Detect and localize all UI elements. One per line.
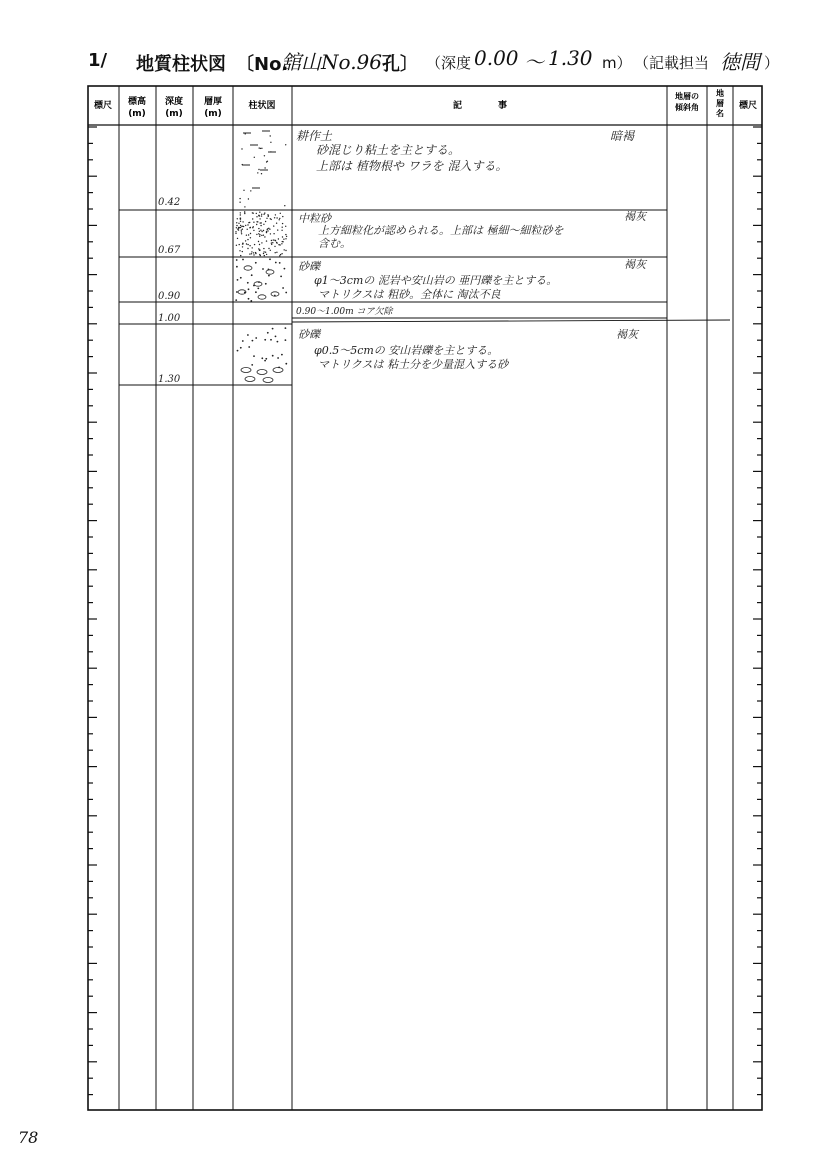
sand-dot bbox=[279, 255, 280, 256]
depth-value-4: 1.30 bbox=[158, 374, 181, 385]
core-loss-note bbox=[296, 306, 394, 317]
soil-dot bbox=[243, 190, 244, 191]
layer-5-name: 砂礫 bbox=[298, 328, 320, 341]
sand-dot bbox=[281, 230, 282, 231]
sand-dot bbox=[273, 239, 274, 240]
soil-dot bbox=[254, 157, 255, 158]
sand-dot bbox=[260, 255, 261, 256]
sand-dot bbox=[249, 245, 250, 246]
sand-dot bbox=[247, 224, 248, 225]
sand-dot bbox=[279, 218, 280, 219]
sand-dot bbox=[240, 221, 241, 222]
gravel-pebble bbox=[254, 282, 262, 286]
sand-dot bbox=[249, 253, 250, 254]
gravel-pebble bbox=[244, 266, 252, 270]
gravel-dot bbox=[265, 358, 267, 360]
soil-dot bbox=[270, 151, 271, 152]
sand-dot bbox=[246, 235, 247, 236]
gravel-dot bbox=[235, 299, 237, 301]
sheet-border bbox=[88, 86, 762, 1110]
soil-dot bbox=[257, 172, 258, 173]
gravel-dot bbox=[285, 339, 287, 341]
sand-dot bbox=[250, 233, 251, 234]
header-depth: 深度 bbox=[164, 97, 184, 107]
gravel-pebble bbox=[266, 270, 274, 274]
gravel-dot bbox=[248, 288, 250, 290]
sand-dot bbox=[270, 233, 271, 234]
header-elevation-unit: (m) bbox=[128, 109, 146, 119]
sand-dot bbox=[261, 231, 262, 232]
sand-dot bbox=[242, 221, 243, 222]
sand-dot bbox=[241, 231, 242, 232]
sand-dot bbox=[251, 251, 252, 252]
sand-dot bbox=[282, 223, 283, 224]
sand-dot bbox=[275, 252, 276, 253]
header-elevation: 標高 bbox=[127, 97, 147, 107]
sand-dot bbox=[276, 223, 277, 224]
gravel-dot bbox=[255, 291, 257, 293]
sand-dot bbox=[248, 234, 249, 235]
sand-dot bbox=[276, 252, 277, 253]
sand-dot bbox=[261, 215, 262, 216]
sand-dot bbox=[263, 230, 264, 231]
sand-dot bbox=[258, 233, 259, 234]
sand-dot bbox=[252, 218, 253, 219]
layer-5-description bbox=[298, 328, 640, 371]
gravel-dot bbox=[281, 354, 283, 356]
depth-value-0: 0.42 bbox=[158, 197, 181, 208]
sand-dot bbox=[240, 227, 241, 228]
sand-dot bbox=[266, 232, 267, 233]
header-dip: 地層の傾斜角 bbox=[675, 92, 699, 112]
core-loss-text: 0.90～1.00m コア欠除 bbox=[296, 307, 393, 317]
sand-dot bbox=[271, 240, 272, 241]
sand-dot bbox=[259, 231, 260, 232]
header-depth-unit: (m) bbox=[165, 109, 183, 119]
sand-dot bbox=[242, 243, 243, 244]
soil-dot bbox=[267, 161, 268, 162]
sand-dot bbox=[280, 213, 281, 214]
layer-2-color: 褐灰 bbox=[624, 210, 646, 223]
sand-dot bbox=[245, 240, 246, 241]
gravel-dot bbox=[253, 355, 255, 357]
sand-dot bbox=[258, 228, 259, 229]
layer-2-description bbox=[298, 210, 648, 250]
recorder-name: 徳間 bbox=[720, 50, 760, 74]
soil-dot bbox=[261, 148, 262, 149]
gravel-dot bbox=[284, 268, 286, 270]
sand-dot bbox=[240, 225, 241, 226]
sand-dot bbox=[238, 223, 239, 224]
layer-1-color: 暗褐 bbox=[610, 129, 635, 143]
soil-dot bbox=[239, 202, 240, 203]
gravel-dot bbox=[285, 292, 287, 294]
header-scale-right: 標尺 bbox=[738, 101, 758, 111]
sand-dot bbox=[239, 250, 240, 251]
sand-dot bbox=[247, 239, 248, 240]
sand-dot bbox=[285, 226, 286, 227]
layer-2-line-1: 上方細粒化が認められる。上部は 極細～細粒砂を bbox=[318, 224, 564, 237]
soil-dot bbox=[260, 148, 261, 149]
gravel-dot bbox=[285, 363, 287, 365]
gravel-dot bbox=[247, 282, 249, 284]
gravel-dot bbox=[251, 364, 253, 366]
gravel-dot bbox=[285, 327, 287, 329]
scale-ticks-right bbox=[753, 127, 762, 1095]
gravel-pebble bbox=[258, 295, 266, 299]
gravel-dot bbox=[248, 346, 250, 348]
soil-dot bbox=[245, 133, 246, 134]
gravel-dot bbox=[282, 287, 284, 289]
layer-1-line-2: 上部は 植物根や ワラを 混入する。 bbox=[316, 159, 508, 173]
sand-dot bbox=[245, 225, 246, 226]
sand-dot bbox=[266, 218, 267, 219]
sand-dot bbox=[270, 250, 271, 251]
sand-dot bbox=[271, 242, 272, 243]
sand-dot bbox=[237, 218, 238, 219]
sand-dot bbox=[257, 221, 258, 222]
sand-dot bbox=[265, 252, 266, 253]
sand-dot bbox=[266, 231, 267, 232]
sand-dot bbox=[244, 211, 245, 212]
gravel-dot bbox=[268, 275, 270, 277]
soil-dot bbox=[239, 198, 240, 199]
sand-dot bbox=[263, 251, 264, 252]
depth-prefix: （深度 bbox=[426, 54, 472, 72]
layer-2-line-2: 含む。 bbox=[318, 237, 351, 250]
sand-dot bbox=[265, 221, 266, 222]
sand-dot bbox=[278, 238, 279, 239]
gravel-dot bbox=[250, 300, 252, 302]
gravel-dot bbox=[275, 336, 277, 338]
gravel-dot bbox=[236, 266, 238, 268]
sand-dot bbox=[256, 213, 257, 214]
soil-dot bbox=[264, 167, 265, 168]
sand-dot bbox=[259, 249, 260, 250]
sand-dot bbox=[253, 252, 254, 253]
sand-dot bbox=[259, 212, 260, 213]
header-description: 記 事 bbox=[452, 101, 508, 111]
sand-dot bbox=[274, 217, 275, 218]
gravel-pebble bbox=[257, 370, 267, 375]
soil-dot bbox=[285, 144, 286, 145]
sand-dot bbox=[243, 226, 244, 227]
sand-dot bbox=[247, 248, 248, 249]
sand-dot bbox=[285, 234, 286, 235]
layer-5-color: 褐灰 bbox=[616, 328, 638, 341]
gravel-dot bbox=[267, 332, 269, 334]
soil-dot bbox=[248, 198, 249, 199]
soil-dot bbox=[270, 135, 271, 136]
gravel-dot bbox=[240, 347, 242, 349]
sand-dot bbox=[244, 213, 245, 214]
soil-dot bbox=[242, 164, 243, 165]
sand-dot bbox=[266, 240, 267, 241]
sand-dot bbox=[268, 228, 269, 229]
sand-dot bbox=[251, 253, 252, 254]
sand-dot bbox=[248, 222, 249, 223]
gravel-pebble bbox=[245, 377, 255, 382]
sand-dot bbox=[263, 235, 264, 236]
sand-dot bbox=[263, 214, 264, 215]
soil-dot bbox=[270, 142, 271, 143]
sand-dot bbox=[235, 233, 236, 234]
sand-dot bbox=[250, 227, 251, 228]
sand-dot bbox=[250, 237, 251, 238]
sand-dot bbox=[273, 225, 274, 226]
soil-dot bbox=[259, 147, 260, 148]
gravel-dot bbox=[242, 340, 244, 342]
gravel-pebble bbox=[273, 368, 283, 373]
gravel-dot bbox=[242, 259, 244, 261]
sand-dot bbox=[260, 222, 261, 223]
sand-dot bbox=[261, 214, 262, 215]
sand-dot bbox=[286, 236, 287, 237]
gravel-dot bbox=[248, 298, 250, 300]
gravel-dot bbox=[270, 339, 272, 341]
sand-dot bbox=[260, 225, 261, 226]
gravel-dot bbox=[279, 262, 281, 264]
sand-dot bbox=[253, 254, 254, 255]
layer-1-description bbox=[296, 129, 636, 173]
sand-dot bbox=[282, 216, 283, 217]
site-name: 舘山No.96 bbox=[281, 50, 382, 74]
sand-dot bbox=[276, 217, 277, 218]
gravel-dot bbox=[265, 283, 267, 285]
sand-dot bbox=[241, 230, 242, 231]
sand-dot bbox=[260, 230, 261, 231]
scale-ticks-left bbox=[88, 127, 97, 1095]
header-formation: 地層名 bbox=[716, 89, 724, 118]
title-main: 地質柱状図 bbox=[136, 54, 226, 75]
header-column: 柱状図 bbox=[248, 101, 276, 111]
header-scale-left: 標尺 bbox=[93, 101, 113, 111]
sand-dot bbox=[247, 229, 248, 230]
gravel-dot bbox=[252, 340, 254, 342]
sand-dot bbox=[282, 227, 283, 228]
sand-dot bbox=[264, 212, 265, 213]
sand-dot bbox=[281, 243, 282, 244]
sand-dot bbox=[279, 244, 280, 245]
gravel-dot bbox=[237, 279, 239, 281]
sand-dot bbox=[254, 244, 255, 245]
gravel-dot bbox=[272, 328, 274, 330]
sand-dot bbox=[246, 243, 247, 244]
sand-dot bbox=[264, 236, 265, 237]
sand-dot bbox=[253, 213, 254, 214]
sand-dot bbox=[255, 252, 256, 253]
sand-dot bbox=[263, 248, 264, 249]
sand-dot bbox=[261, 235, 262, 236]
sand-dot bbox=[281, 253, 282, 254]
depth-unit: m） bbox=[602, 54, 632, 72]
gravel-dot bbox=[264, 360, 266, 362]
title-bracket-open: 〔No. bbox=[236, 54, 289, 75]
sand-dot bbox=[236, 222, 237, 223]
sand-dot bbox=[269, 229, 270, 230]
sand-dot bbox=[237, 238, 238, 239]
header-thickness-unit: (m) bbox=[204, 109, 222, 119]
soil-dot bbox=[258, 169, 259, 170]
sand-dot bbox=[274, 240, 275, 241]
sand-dot bbox=[256, 216, 257, 217]
soil-dot bbox=[264, 155, 265, 156]
title-kou: 孔〕 bbox=[382, 54, 418, 75]
layer-3-line-2: マトリクスは 粗砂。全体に 淘汰不良 bbox=[318, 288, 501, 301]
sand-dot bbox=[259, 218, 260, 219]
gravel-dot bbox=[236, 259, 238, 261]
sand-dot bbox=[263, 224, 264, 225]
depth-tilde: ～ bbox=[524, 50, 544, 74]
sand-dot bbox=[247, 244, 248, 245]
sand-dot bbox=[280, 254, 281, 255]
sand-dot bbox=[236, 245, 237, 246]
sand-dot bbox=[258, 241, 259, 242]
sand-dot bbox=[241, 233, 242, 234]
sand-dot bbox=[256, 224, 257, 225]
layer-1-line-1: 砂混じり粘土を主とする。 bbox=[316, 143, 461, 157]
sand-dot bbox=[273, 233, 274, 234]
soil-dot bbox=[244, 206, 245, 207]
layer-5-line-2: マトリクスは 粘土分を少量混入する砂 bbox=[318, 358, 509, 371]
sand-dot bbox=[242, 229, 243, 230]
soil-dot bbox=[284, 205, 285, 206]
soil-dot bbox=[250, 190, 251, 191]
gravel-dot bbox=[236, 291, 238, 293]
sand-dot bbox=[272, 242, 273, 243]
sand-dot bbox=[253, 226, 254, 227]
sand-dot bbox=[275, 214, 276, 215]
sand-dot bbox=[285, 238, 286, 239]
sand-dot bbox=[240, 214, 241, 215]
title-close: ） bbox=[764, 54, 780, 72]
sand-dot bbox=[242, 251, 243, 252]
sand-dot bbox=[276, 242, 277, 243]
sand-dot bbox=[238, 227, 239, 228]
layer-1-name: 耕作土 bbox=[296, 129, 333, 143]
sand-dot bbox=[259, 236, 260, 237]
sand-dot bbox=[277, 229, 278, 230]
sand-dot bbox=[258, 215, 259, 216]
depth-from: 0.00 bbox=[474, 46, 519, 70]
layer-2-name: 中粒砂 bbox=[298, 212, 331, 225]
gravel-dot bbox=[255, 262, 257, 264]
layer-3-color: 褐灰 bbox=[624, 258, 646, 271]
layer-3-description bbox=[298, 258, 648, 301]
sand-dot bbox=[284, 249, 285, 250]
sand-dot bbox=[268, 216, 269, 217]
gravel-dot bbox=[240, 277, 242, 279]
sand-dot bbox=[283, 239, 284, 240]
gravel-dot bbox=[277, 341, 279, 343]
layer-3-name: 砂礫 bbox=[298, 260, 320, 273]
sand-dot bbox=[237, 228, 238, 229]
sand-dot bbox=[271, 244, 272, 245]
sand-dot bbox=[285, 250, 286, 251]
sand-dot bbox=[279, 219, 280, 220]
sand-dot bbox=[266, 254, 267, 255]
sand-dot bbox=[253, 230, 254, 231]
sand-dot bbox=[240, 255, 241, 256]
sand-dot bbox=[236, 227, 237, 228]
depth-value-2: 0.90 bbox=[158, 291, 181, 302]
sand-dot bbox=[252, 247, 253, 248]
gravel-dot bbox=[277, 357, 279, 359]
sand-dot bbox=[267, 230, 268, 231]
soil-dot bbox=[241, 148, 242, 149]
sand-dot bbox=[253, 222, 254, 223]
sand-dot bbox=[235, 231, 236, 232]
gravel-dot bbox=[237, 350, 239, 352]
depth-to: 1.30 bbox=[548, 46, 593, 70]
depth-value-1: 0.67 bbox=[158, 245, 181, 256]
sand-dot bbox=[267, 214, 268, 215]
page-number: 78 bbox=[18, 1128, 39, 1147]
sand-dot bbox=[259, 234, 260, 235]
sand-dot bbox=[236, 225, 237, 226]
sand-dot bbox=[239, 244, 240, 245]
sand-dot bbox=[240, 218, 241, 219]
layer-5-line-1: φ0.5～5cmの 安山岩礫を主とする。 bbox=[314, 344, 499, 357]
gravel-pebble bbox=[263, 378, 273, 383]
soil-dot bbox=[261, 173, 262, 174]
gravel-dot bbox=[261, 357, 263, 359]
sand-dot bbox=[241, 226, 242, 227]
sand-dot bbox=[271, 219, 272, 220]
sand-dot bbox=[274, 246, 275, 247]
sand-dot bbox=[259, 244, 260, 245]
page-prefix: 1/ bbox=[88, 50, 108, 71]
sand-dot bbox=[240, 212, 241, 213]
gravel-dot bbox=[269, 258, 271, 260]
grid-lines bbox=[88, 86, 762, 1110]
layer-3-line-1: φ1～3cmの 泥岩や安山岩の 亜円礫を主とする。 bbox=[314, 274, 558, 287]
sand-dot bbox=[282, 236, 283, 237]
header-thickness: 層厚 bbox=[203, 97, 223, 107]
sand-dot bbox=[264, 255, 265, 256]
gravel-dot bbox=[247, 334, 249, 336]
gravel-dot bbox=[280, 276, 282, 278]
depth-value-3: 1.00 bbox=[158, 313, 181, 324]
gravel-dot bbox=[272, 355, 274, 357]
gravel-dot bbox=[251, 274, 253, 276]
sand-dot bbox=[282, 241, 283, 242]
sand-dot bbox=[268, 248, 269, 249]
gravel-dot bbox=[255, 337, 257, 339]
sand-dot bbox=[263, 253, 264, 254]
sand-dot bbox=[256, 234, 257, 235]
sand-dot bbox=[261, 242, 262, 243]
recorder-label: （記載担当 bbox=[634, 54, 710, 72]
gravel-pebble bbox=[241, 368, 251, 373]
gravel-dot bbox=[275, 262, 277, 264]
gravel-dot bbox=[262, 268, 264, 270]
gravel-dot bbox=[264, 339, 266, 341]
gravel-dot bbox=[257, 288, 259, 290]
sand-dot bbox=[242, 246, 243, 247]
